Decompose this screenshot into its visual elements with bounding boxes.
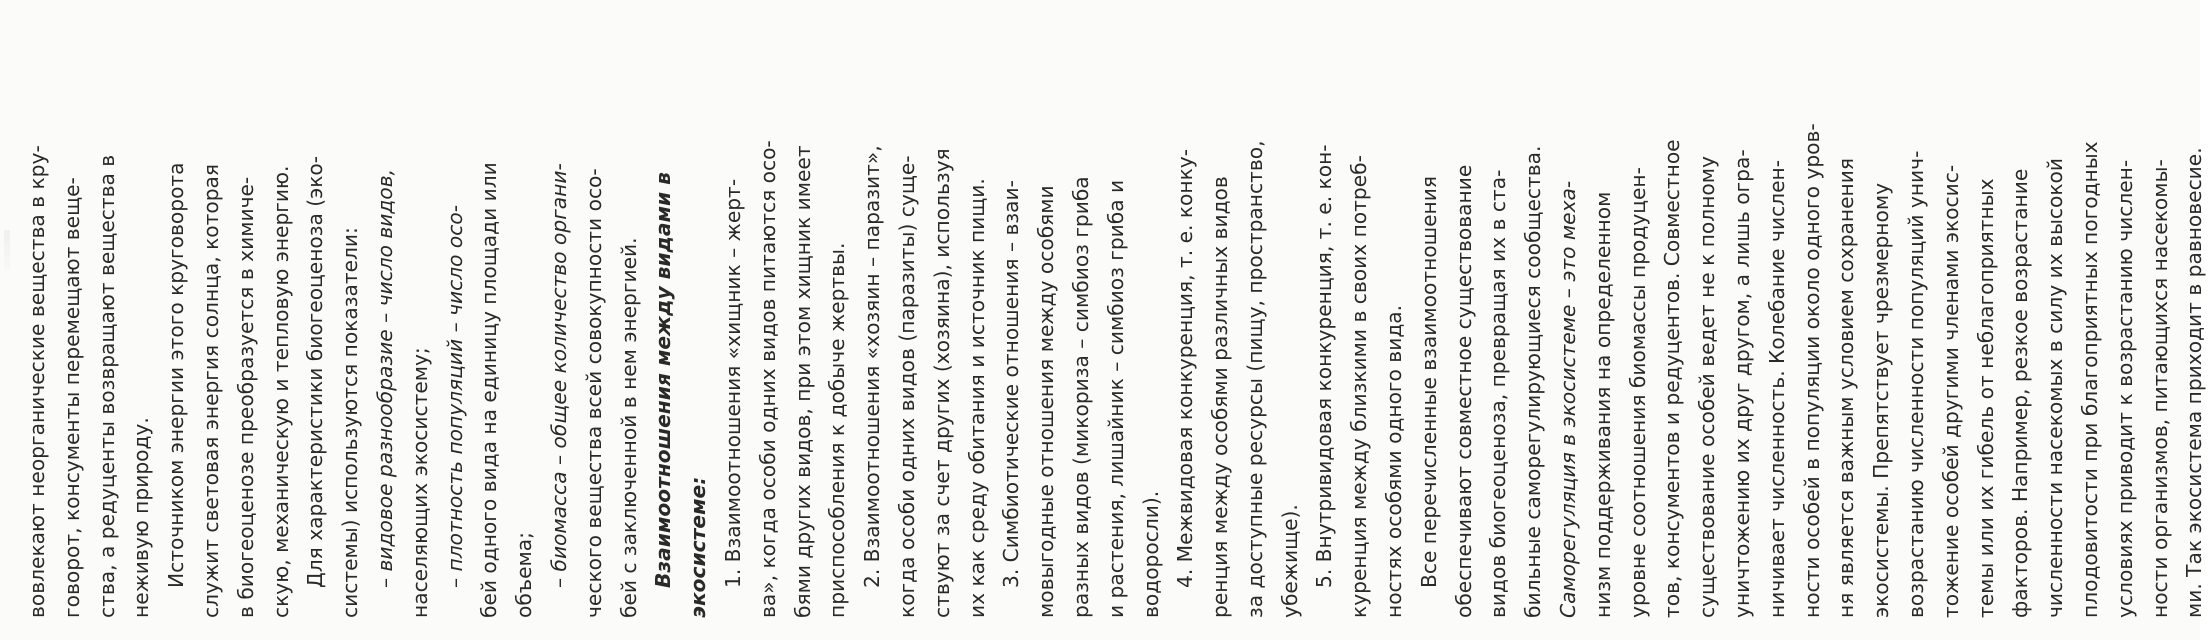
scan-artifact [4, 230, 10, 270]
text-line: и растения, лишайник – симбиоз гриба и [1103, 179, 1128, 618]
text-line: ва», когда особи одних видов питаются осо- [755, 140, 780, 618]
text-line: говорот, консументы перемещают веще- [59, 177, 84, 618]
text-line: системы) используются показатели: [338, 227, 363, 618]
text-line: тожение особей другими членами экосис- [1938, 164, 1963, 618]
text-line: водоросли). [1138, 490, 1163, 618]
text-line: условиях приводит к возрастанию числен- [2112, 159, 2137, 618]
text-line: ми. Так экосистема приходит в равновесие. [2182, 147, 2207, 618]
text-line: существование особей ведет не к полному [1695, 156, 1720, 618]
text-line: возрастанию численности популяций унич- [1904, 150, 1929, 618]
rotated-text-block [20, 20, 2207, 618]
text-line: видов биогеоценоза, превращая их в ста- [1486, 169, 1511, 618]
text-line: Источником энергии этого круговорота [164, 162, 189, 588]
text-line: – плотность популяций – число осо- [442, 204, 467, 588]
text-line: мовыгодные отношения между особями [1034, 185, 1059, 618]
text-line: ческого вещества всей совокупности осо- [581, 168, 606, 618]
text-line: уничтожению их друг другом, а лишь огра- [1730, 149, 1755, 618]
text-line: Для характеристики биогеоценоза (эко- [303, 155, 328, 588]
text-line: убежище). [1277, 504, 1302, 618]
text-line: плодовитости при благоприятных погодных [2078, 141, 2103, 618]
text-line: тов, консументов и редуцентов. Совместное [1660, 139, 1685, 618]
list-item: 2. Взаимоотношения «хозяин – паразит», [860, 145, 885, 588]
section-heading: экосистеме: [686, 476, 711, 618]
list-item: 3. Симбиотические отношения – взаи- [999, 180, 1024, 588]
text-line: бей одного вида на единицу площади или [477, 162, 502, 618]
text-line: бильные саморегулирующиеся сообщества. [1521, 145, 1546, 618]
list-item: 1. Взаимоотношения «хищник – жерт- [720, 178, 745, 588]
text-line: экосистемы. Препятствует чрезмерному [1869, 182, 1894, 618]
text-line: объема; [512, 532, 537, 618]
list-item: 4. Межвидовая конкуренция, т. е. конку- [1173, 148, 1198, 588]
text-line: ностях особями одного вида. [1382, 304, 1407, 618]
text-line: Саморегуляция в экосистеме – это меха- [1556, 180, 1581, 618]
text-line: приспособления к добыче жертвы. [825, 242, 850, 618]
text-line: неживую природу. [129, 417, 154, 618]
text-line: в биогеоценозе преобразуется в химиче- [233, 176, 258, 618]
text-line: ствуют за счет других (хозяина), используя [929, 148, 954, 618]
text-line: населяющих экосистему; [407, 347, 432, 618]
text-line: ности организмов, питающихся насекомы- [2147, 159, 2172, 618]
text-line: ренция между особями различных видов [1208, 176, 1233, 618]
text-line: обеспечивают совместное существование [1451, 164, 1476, 618]
text-line: темы или их гибель от неблагоприятных [1973, 178, 1998, 618]
text-line: ства, а редуценты возвращают вещества в [94, 154, 119, 618]
text-line: низм поддерживания на определенном [1590, 191, 1615, 618]
text-line: ня является важным условием сохранения [1834, 158, 1859, 618]
text-line: – биомасса – общее количество органи- [546, 163, 571, 588]
text-line: разных видов (микориза – симбиоз гриба [1068, 176, 1093, 618]
text-line: факторов. Например, резкое возрастание [2008, 168, 2033, 618]
text-line: их как среду обитания и источник пищи. [964, 178, 989, 618]
text-line: вовлекают неорганические вещества в кру- [25, 145, 49, 618]
section-heading: Взаимоотношения между видами в [651, 172, 676, 588]
text-line: ничивает численность. Колебание числен- [1764, 160, 1789, 618]
text-line: Все перечисленные взаимоотношения [1416, 175, 1441, 588]
text-line: за доступные ресурсы (пищу, пространство, [1242, 140, 1267, 618]
text-line: когда особи одних видов (паразиты) суще- [894, 155, 919, 618]
text-line: служит световая энергия солнца, которая [198, 163, 223, 618]
text-line: бями других видов, при этом хищник имеет [790, 145, 815, 618]
list-item: 5. Внутривидовая конкуренция, т. е. кон- [1312, 144, 1337, 588]
text-line: скую, механическую и тепловую энергию. [268, 165, 293, 618]
text-line: – видовое разнообразие – число видов, [372, 168, 397, 588]
text-line: численности насекомых в силу их высокой [2043, 157, 2068, 618]
text-line: ности особей в популяции около одного уров- [1799, 123, 1824, 618]
text-line: уровне соотношения биомассы продуцен- [1625, 167, 1650, 618]
text-line: бей с заключенной в нем энергией. [616, 237, 641, 618]
text-line: куренция между близкими в своих потреб- [1347, 155, 1372, 618]
